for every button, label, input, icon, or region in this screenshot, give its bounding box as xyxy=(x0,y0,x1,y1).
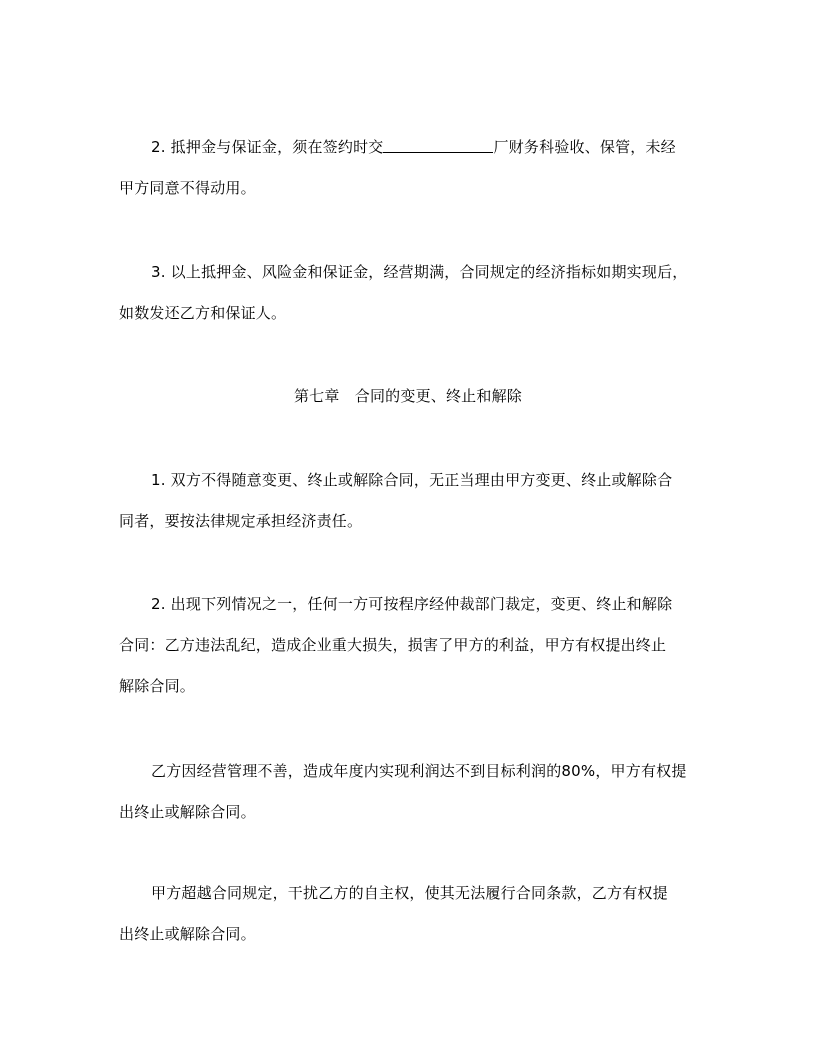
paragraph-line: 1. 双方不得随意变更、终止或解除合同，无正当理由甲方变更、终止或解除合 xyxy=(151,471,673,489)
paragraph-termination-conditions xyxy=(119,584,696,707)
paragraph-profit-target xyxy=(119,751,696,833)
paragraph-line: 如数发还乙方和保证人。 xyxy=(119,304,287,322)
paragraph-line: 出终止或解除合同。 xyxy=(119,803,256,821)
paragraph-line: 解除合同。 xyxy=(119,677,196,695)
paragraph-line: 合同：乙方违法乱纪，造成企业重大损失，损害了甲方的利益，甲方有权提出终止 xyxy=(119,636,667,654)
paragraph-line: 同者，要按法律规定承担经济责任。 xyxy=(119,512,363,530)
paragraph-refund xyxy=(119,252,696,334)
paragraph-no-arbitrary-change xyxy=(119,460,696,542)
paragraph-line: 出终止或解除合同。 xyxy=(119,925,256,943)
paragraph-line: 甲方同意不得动用。 xyxy=(119,179,256,197)
paragraph-text: 2. 抵押金与保证金，须在签约时交 xyxy=(151,138,384,156)
paragraph-line: 甲方超越合同规定，干扰乙方的自主权，使其无法履行合同条款，乙方有权提 xyxy=(151,884,668,902)
paragraph-text: 厂财务科验收、保管，未经 xyxy=(493,138,676,156)
fill-in-blank xyxy=(383,136,493,153)
paragraph-line: 乙方因经营管理不善，造成年度内实现利润达不到目标利润的80%，甲方有权提 xyxy=(151,762,687,780)
chapter-heading: 第七章 合同的变更、终止和解除 xyxy=(293,387,522,405)
paragraph-deposit-guarantee xyxy=(119,127,696,209)
paragraph-autonomy-interference xyxy=(119,873,696,955)
paragraph-line xyxy=(119,127,696,168)
paragraph-line: 2. 出现下列情况之一，任何一方可按程序经仲裁部门裁定，变更、终止和解除 xyxy=(151,595,673,613)
paragraph-line: 3. 以上抵押金、风险金和保证金，经营期满，合同规定的经济指标如期实现后， xyxy=(151,263,688,281)
